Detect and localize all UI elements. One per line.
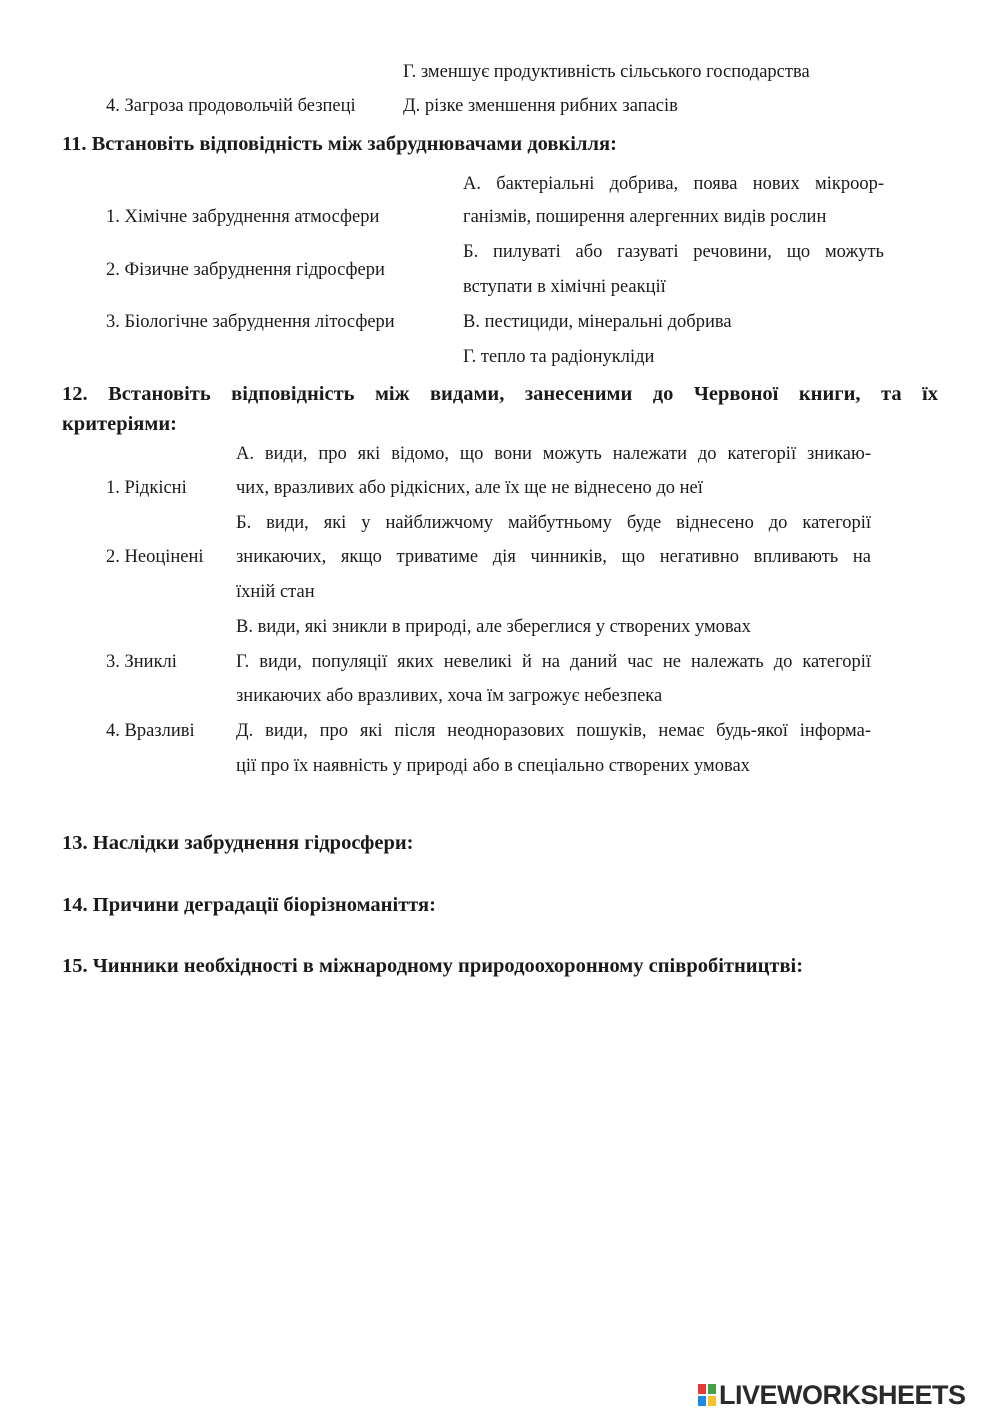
q11-option-b-line2: вступати в хімічні реакції bbox=[463, 277, 666, 297]
q11-item-2: 2. Фізичне забруднення гідросфери bbox=[106, 260, 385, 280]
q12-item-1: 1. Рідкісні bbox=[106, 478, 187, 498]
q11-item-3: 3. Біологічне забруднення літосфери bbox=[106, 312, 395, 332]
q12-item-3: 3. Зниклі bbox=[106, 652, 177, 672]
q13-title: 13. Наслідки забруднення гідросфери: bbox=[62, 832, 414, 854]
q12-option-b-line3: їхній стан bbox=[236, 582, 315, 602]
q14-title: 14. Причини деградації біорізноманіття: bbox=[62, 894, 436, 916]
logo-mark-icon bbox=[698, 1384, 716, 1406]
q12-title-line2: критеріями: bbox=[62, 413, 177, 435]
q11-option-v: В. пестициди, мінеральні добрива bbox=[463, 312, 732, 332]
q12-item-4: 4. Вразливі bbox=[106, 721, 195, 741]
q12-option-b-line1: Б. види, які у найближчому майбутньому буде віднесено до категорії bbox=[236, 513, 871, 533]
q11-option-a-line2: ганізмів, поширення алергенних видів рослин bbox=[463, 207, 827, 227]
q12-option-a-line1: А. види, про які відомо, що вони можуть належати до категорії зникаю- bbox=[236, 444, 871, 464]
q12-option-g-line1: Г. види, популяції яких невеликі й на даний час не належать до категорії bbox=[236, 652, 871, 672]
q12-option-d-line1: Д. види, про які після неодноразових пошуків, немає будь-якої інформа- bbox=[236, 721, 871, 741]
q11-option-a-line1: А. бактеріальні добрива, поява нових мікроор- bbox=[463, 174, 884, 194]
q10-option-d: Д. різке зменшення рибних запасів bbox=[403, 96, 678, 116]
logo-square-2 bbox=[708, 1384, 716, 1394]
q10-item-4: 4. Загроза продовольчій безпеці bbox=[106, 96, 356, 116]
q11-item-1: 1. Хімічне забруднення атмосфери bbox=[106, 207, 380, 227]
q11-option-b-line1: Б. пилуваті або газуваті речовини, що можуть bbox=[463, 242, 884, 262]
q10-option-g: Г. зменшує продуктивність сільського господарства bbox=[403, 62, 810, 82]
logo-square-3 bbox=[698, 1396, 706, 1406]
q11-title: 11. Встановіть відповідність між забруднювачами довкілля: bbox=[62, 133, 617, 155]
q12-option-d-line2: ції про їх наявність у природі або в спеціально створених умовах bbox=[236, 756, 750, 776]
q12-option-a-line2: чих, вразливих або рідкісних, але їх ще не віднесено до неї bbox=[236, 478, 703, 498]
q12-option-v: В. види, які зникли в природі, але збереглися у створених умовах bbox=[236, 617, 751, 637]
logo-square-4 bbox=[708, 1396, 716, 1406]
q12-item-2: 2. Неоцінені bbox=[106, 547, 204, 567]
liveworksheets-logo bbox=[698, 1377, 966, 1413]
q12-option-g-line2: зникаючих або вразливих, хоча їм загрожує небезпека bbox=[236, 686, 663, 706]
q15-title: 15. Чинники необхідності в міжнародному природоохоронному співробітництві: bbox=[62, 955, 804, 977]
logo-square-1 bbox=[698, 1384, 706, 1394]
logo-text: LIVEWORKSHEETS bbox=[719, 1379, 966, 1410]
q12-option-b-line2: зникаючих, якщо триватиме дія чинників, що негативно впливають на bbox=[236, 547, 871, 567]
q11-option-g: Г. тепло та радіонукліди bbox=[463, 347, 655, 367]
q12-title-line1: 12. Встановіть відповідність між видами, занесеними до Червоної книги, та їх bbox=[62, 383, 938, 405]
